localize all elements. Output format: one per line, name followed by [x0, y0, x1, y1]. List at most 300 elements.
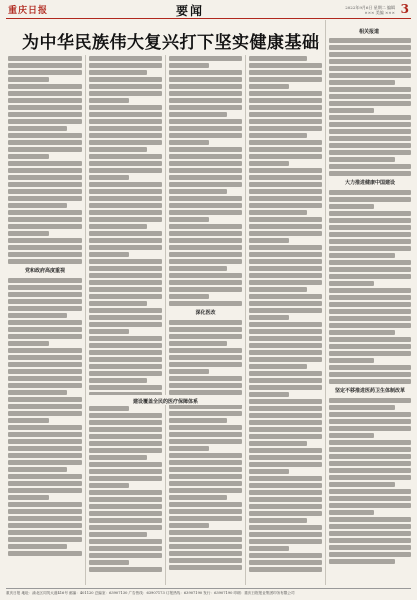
body-text-line: [169, 126, 242, 131]
body-text-line: [89, 308, 162, 313]
body-text-line: [169, 488, 242, 493]
body-text-line: [329, 454, 411, 459]
body-text-line: [8, 203, 67, 208]
body-text-line: [8, 306, 82, 311]
body-text-line: [169, 238, 242, 243]
body-text-line: [8, 133, 82, 138]
column-divider: [325, 20, 326, 585]
body-text-line: [8, 474, 82, 479]
body-text-line: [8, 259, 82, 264]
body-text-line: [329, 157, 395, 162]
issue-info: 2022年9月6日 星期二 编辑 ××× 美编 ×××: [345, 5, 395, 15]
page-headline: 为中华民族伟大复兴打下坚实健康基础: [22, 33, 320, 53]
body-text-line: [249, 266, 322, 271]
body-text-line: [89, 119, 162, 124]
body-text-line: [329, 143, 411, 148]
body-text-line: [169, 84, 242, 89]
body-text-line: [8, 523, 82, 528]
body-text-line: [329, 101, 411, 106]
body-text-line: [89, 210, 162, 215]
body-text-line: [8, 425, 82, 430]
body-text-line: [169, 446, 209, 451]
body-text-line: [249, 210, 307, 215]
body-text-line: [169, 327, 242, 332]
body-text-line: [89, 532, 147, 537]
masthead-rule: [6, 18, 411, 19]
body-text-line: [89, 343, 162, 348]
body-text-line: [8, 84, 82, 89]
body-text-line: [8, 126, 67, 131]
body-text-line: [8, 530, 82, 535]
body-text-line: [169, 362, 242, 367]
body-text-line: [8, 98, 82, 103]
body-text-line: [8, 376, 82, 381]
body-text-line: [249, 154, 322, 159]
body-text-line: [169, 105, 242, 110]
body-text-line: [169, 161, 242, 166]
body-text-line: [89, 259, 162, 264]
body-text-line: [89, 406, 129, 411]
body-text-line: [89, 147, 147, 152]
column-subhead: 建设覆盖全民的医疗保障体系: [132, 399, 198, 405]
body-text-line: [329, 239, 411, 244]
body-text-line: [329, 398, 411, 403]
body-text-line: [249, 469, 289, 474]
body-text-line: [249, 91, 322, 96]
body-text-line: [329, 330, 395, 335]
body-text-line: [329, 524, 411, 529]
body-text-line: [89, 497, 162, 502]
body-text-line: [329, 274, 411, 279]
body-text-line: [249, 196, 322, 201]
body-text-line: [169, 301, 242, 306]
body-text-line: [169, 495, 227, 500]
body-text-line: [89, 189, 162, 194]
body-text-line: [169, 558, 242, 563]
body-text-line: [249, 553, 322, 558]
body-text-line: [169, 551, 242, 556]
body-text-line: [329, 379, 411, 384]
body-text-line: [329, 545, 411, 550]
body-text-line: [249, 189, 322, 194]
body-text-line: [329, 59, 411, 64]
body-text-line: [89, 196, 162, 201]
body-text-line: [169, 189, 227, 194]
body-text-line: [8, 292, 82, 297]
body-text-line: [89, 385, 162, 390]
body-text-line: [249, 168, 322, 173]
body-text-line: [89, 224, 147, 229]
body-text-line: [249, 70, 322, 75]
body-text-line: [8, 446, 82, 451]
body-text-line: [169, 140, 209, 145]
body-text-line: [329, 45, 411, 50]
body-text-line: [169, 56, 242, 61]
body-text-line: [169, 509, 242, 514]
body-text-line: [89, 420, 162, 425]
body-text-line: [249, 462, 322, 467]
body-text-line: [329, 358, 374, 363]
column-subhead: 坚定不移推进医药卫生体制改革: [334, 388, 405, 394]
body-text-line: [169, 280, 242, 285]
body-text-line: [89, 98, 129, 103]
body-text-line: [249, 294, 322, 299]
body-text-line: [169, 245, 242, 250]
body-text-line: [169, 154, 242, 159]
body-text-line: [329, 190, 411, 195]
body-text-line: [329, 351, 411, 356]
body-text-line: [169, 544, 242, 549]
body-text-line: [8, 238, 82, 243]
body-text-line: [169, 516, 242, 521]
body-text-line: [329, 129, 411, 134]
body-text-line: [329, 52, 411, 57]
body-text-line: [329, 482, 395, 487]
body-text-line: [169, 77, 242, 82]
body-text-line: [249, 539, 322, 544]
body-text-line: [329, 204, 374, 209]
body-text-line: [8, 182, 82, 187]
body-text-line: [329, 412, 411, 417]
body-text-line: [89, 301, 147, 306]
body-text-line: [329, 73, 411, 78]
body-text-line: [89, 231, 162, 236]
body-text-line: [169, 266, 227, 271]
body-text-line: [249, 560, 322, 565]
sidebar-title: 相关报道: [358, 29, 379, 35]
body-text-line: [169, 203, 242, 208]
body-text-line: [329, 309, 411, 314]
body-text-line: [329, 531, 411, 536]
body-text-line: [249, 371, 322, 376]
body-text-line: [169, 273, 242, 278]
body-text-line: [249, 427, 322, 432]
body-text-line: [89, 77, 162, 82]
body-text-line: [329, 475, 411, 480]
body-text-line: [329, 211, 411, 216]
body-text-line: [89, 560, 129, 565]
body-text-line: [249, 392, 289, 397]
body-text-line: [89, 371, 162, 376]
body-text-line: [8, 320, 82, 325]
body-text-line: [89, 378, 147, 383]
body-text-line: [8, 502, 82, 507]
body-text-line: [89, 462, 162, 467]
body-text-line: [8, 63, 82, 68]
body-text-line: [249, 483, 322, 488]
body-text-line: [249, 203, 322, 208]
body-text-line: [8, 383, 82, 388]
body-text-line: [169, 565, 242, 570]
body-text-line: [8, 252, 82, 257]
body-text-line: [169, 369, 209, 374]
body-text-line: [89, 329, 129, 334]
article-column-2: [89, 56, 162, 584]
body-text-line: [89, 161, 162, 166]
body-text-line: [8, 299, 82, 304]
body-text-line: [169, 418, 227, 423]
body-text-line: [8, 161, 82, 166]
body-text-line: [8, 91, 82, 96]
body-text-line: [249, 406, 322, 411]
body-text-line: [249, 252, 322, 257]
body-text-line: [249, 182, 322, 187]
body-text-line: [89, 154, 162, 159]
body-text-line: [169, 224, 242, 229]
body-text-line: [89, 182, 162, 187]
body-text-line: [89, 140, 162, 145]
body-text-line: [8, 70, 82, 75]
body-text-line: [169, 182, 242, 187]
body-text-line: [329, 164, 411, 169]
body-text-line: [169, 231, 242, 236]
column-subhead: 深化医改: [195, 310, 216, 316]
body-text-line: [169, 453, 242, 458]
body-text-line: [89, 203, 162, 208]
article-column-1: [8, 56, 82, 584]
body-text-line: [329, 559, 395, 564]
body-text-line: [89, 217, 162, 222]
body-text-line: [8, 231, 49, 236]
body-text-line: [89, 511, 162, 516]
body-text-line: [329, 447, 411, 452]
body-text-line: [329, 365, 411, 370]
body-text-line: [169, 252, 242, 257]
body-text-line: [249, 350, 322, 355]
body-text-line: [8, 224, 82, 229]
body-text-line: [89, 504, 162, 509]
body-text-line: [249, 546, 289, 551]
body-text-line: [8, 112, 82, 117]
body-text-line: [169, 119, 242, 124]
body-text-line: [169, 411, 242, 416]
body-text-line: [8, 77, 49, 82]
body-text-line: [89, 455, 147, 460]
body-text-line: [249, 329, 322, 334]
article-column-5: [329, 38, 411, 584]
body-text-line: [8, 327, 82, 332]
body-text-line: [8, 418, 49, 423]
body-text-line: [8, 119, 82, 124]
body-text-line: [8, 348, 82, 353]
body-text-line: [329, 253, 395, 258]
body-text-line: [89, 175, 129, 180]
body-text-line: [89, 364, 162, 369]
body-text-line: [329, 260, 411, 265]
body-text-line: [89, 490, 162, 495]
body-text-line: [249, 301, 322, 306]
body-text-line: [8, 369, 82, 374]
body-text-line: [249, 525, 322, 530]
body-text-line: [89, 273, 162, 278]
body-text-line: [169, 294, 209, 299]
body-text-line: [169, 217, 209, 222]
body-text-line: [249, 497, 322, 502]
body-text-line: [89, 84, 162, 89]
body-text-line: [8, 147, 82, 152]
body-text-line: [249, 280, 322, 285]
body-text-line: [329, 337, 411, 342]
body-text-line: [8, 341, 49, 346]
body-text-line: [169, 175, 242, 180]
body-text-line: [169, 355, 242, 360]
body-text-line: [169, 439, 242, 444]
body-text-line: [89, 357, 162, 362]
body-text-line: [8, 537, 82, 542]
body-text-line: [89, 476, 162, 481]
section-title: 要闻: [176, 4, 205, 18]
column-subhead: 大力推进健康中国建设: [344, 180, 395, 186]
page-footer: 重庆日报 地址：渝北区同茂大道416号 邮编：401120 总编室：63907130 广告热线：63907173 订报热线：63907190 发行：63907190 印刷：重庆日报报业集团印务有限公司: [6, 588, 411, 599]
body-text-line: [89, 336, 162, 341]
body-text-line: [89, 105, 162, 110]
body-text-line: [249, 441, 307, 446]
body-text-line: [329, 372, 411, 377]
body-text-line: [329, 323, 411, 328]
body-text-line: [329, 405, 395, 410]
body-text-line: [169, 348, 242, 353]
paper-name: 重庆日报: [8, 6, 49, 16]
body-text-line: [249, 56, 307, 61]
article-column-3: [169, 56, 242, 584]
body-text-line: [249, 77, 322, 82]
body-text-line: [89, 70, 147, 75]
body-text-line: [8, 516, 82, 521]
body-text-line: [89, 322, 162, 327]
body-text-line: [8, 140, 82, 145]
body-text-line: [329, 496, 411, 501]
column-subhead: 党和政府高度重视: [24, 268, 65, 274]
body-text-line: [329, 489, 411, 494]
body-text-line: [89, 518, 162, 523]
body-text-line: [249, 308, 322, 313]
column-divider: [85, 55, 86, 585]
body-text-line: [329, 281, 374, 286]
body-text-line: [8, 189, 82, 194]
body-text-line: [169, 112, 227, 117]
body-text-line: [329, 115, 411, 120]
body-text-line: [89, 413, 162, 418]
body-text-line: [8, 210, 82, 215]
body-text-line: [249, 476, 322, 481]
body-text-line: [249, 336, 322, 341]
inset-subhead-area: [89, 395, 242, 405]
body-text-line: [329, 426, 411, 431]
body-text-line: [249, 287, 307, 292]
body-text-line: [8, 285, 82, 290]
body-text-line: [169, 196, 242, 201]
body-text-line: [169, 287, 242, 292]
body-text-line: [89, 238, 162, 243]
body-text-line: [249, 455, 322, 460]
body-text-line: [89, 280, 162, 285]
body-text-line: [8, 509, 82, 514]
body-text-line: [329, 246, 411, 251]
body-text-line: [169, 467, 242, 472]
body-text-line: [249, 238, 289, 243]
body-text-line: [329, 538, 411, 543]
body-text-line: [329, 87, 411, 92]
body-text-line: [89, 469, 162, 474]
masthead: [6, 2, 411, 18]
body-text-line: [169, 481, 242, 486]
body-text-line: [329, 552, 411, 557]
body-text-line: [8, 217, 82, 222]
body-text-line: [89, 567, 162, 572]
body-text-line: [249, 518, 307, 523]
body-text-line: [89, 539, 162, 544]
body-text-line: [8, 278, 82, 283]
body-text-line: [89, 252, 129, 257]
body-text-line: [329, 302, 411, 307]
body-text-line: [249, 413, 322, 418]
body-text-line: [8, 544, 67, 549]
body-text-line: [329, 419, 411, 424]
body-text-line: [249, 119, 322, 124]
body-text-line: [169, 210, 242, 215]
body-text-line: [169, 502, 242, 507]
body-text-line: [8, 481, 82, 486]
body-text-line: [329, 232, 411, 237]
body-text-line: [169, 147, 242, 152]
body-text-line: [8, 495, 49, 500]
body-text-line: [8, 168, 82, 173]
body-text-line: [329, 344, 411, 349]
body-text-line: [329, 503, 411, 508]
body-text-line: [249, 217, 322, 222]
body-text-line: [8, 245, 82, 250]
body-text-line: [8, 467, 67, 472]
body-text-line: [8, 105, 82, 110]
body-text-line: [249, 224, 322, 229]
body-text-line: [249, 385, 322, 390]
body-text-line: [329, 171, 411, 176]
body-text-line: [329, 433, 374, 438]
body-text-line: [169, 168, 242, 173]
body-text-line: [89, 294, 162, 299]
body-text-line: [249, 448, 322, 453]
body-text-line: [329, 316, 411, 321]
body-text-line: [8, 196, 82, 201]
body-text-line: [8, 355, 82, 360]
body-text-line: [249, 273, 322, 278]
body-text-line: [169, 474, 242, 479]
body-text-line: [249, 63, 322, 68]
body-text-line: [8, 551, 82, 556]
body-text-line: [329, 94, 411, 99]
body-text-line: [249, 364, 307, 369]
body-text-line: [8, 313, 67, 318]
body-text-line: [89, 168, 162, 173]
body-text-line: [169, 376, 242, 381]
body-text-line: [8, 453, 82, 458]
body-text-line: [249, 434, 322, 439]
body-text-line: [329, 267, 411, 272]
body-text-line: [169, 383, 242, 388]
body-text-line: [169, 259, 242, 264]
body-text-line: [8, 390, 67, 395]
page-number: 3: [400, 2, 409, 16]
body-text-line: [249, 322, 322, 327]
body-text-line: [169, 334, 242, 339]
body-text-line: [169, 98, 242, 103]
body-text-line: [329, 510, 374, 515]
body-text-line: [329, 150, 411, 155]
body-text-line: [329, 461, 411, 466]
body-text-line: [329, 122, 411, 127]
body-text-line: [8, 411, 82, 416]
body-text-line: [8, 460, 82, 465]
